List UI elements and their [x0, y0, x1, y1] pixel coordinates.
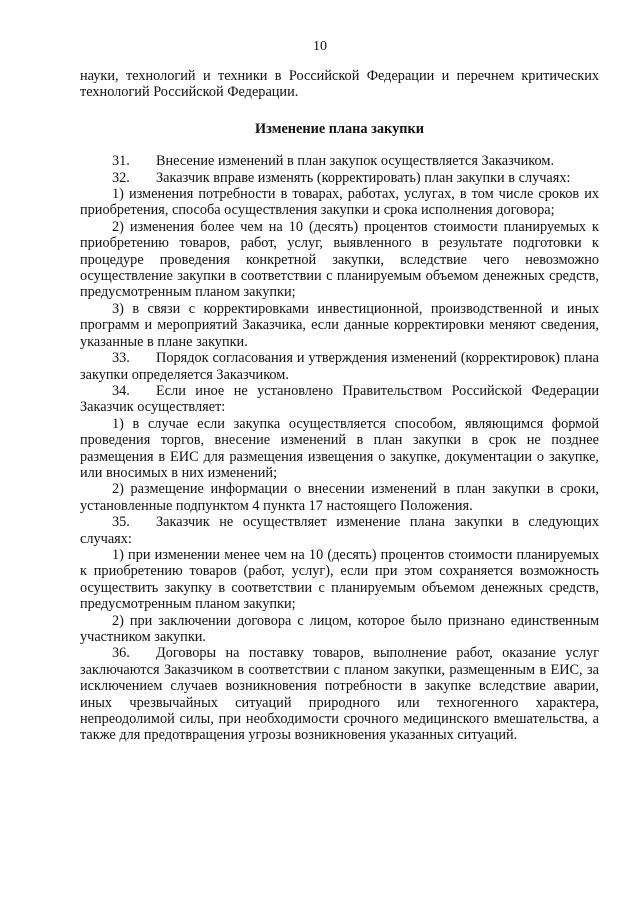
clause-34: [80, 383, 599, 416]
clause-32-item-1: 1) изменения потребности в товарах, работах, услугах, в том числе сроков их приобретения, способа осуществления закупки и срока исполнения договора;: [80, 186, 599, 219]
clause-31: [80, 153, 599, 169]
clause-33: [80, 350, 599, 383]
clause-35: [80, 514, 599, 547]
section-heading: Изменение плана закупки: [255, 120, 424, 137]
clause-number: 34.: [112, 382, 130, 399]
clause-35-item-2: 2) при заключении договора с лицом, которое было признано единственным участником закупки.: [80, 612, 599, 645]
page-content: [80, 68, 599, 744]
clause-text: Порядок согласования и утверждения изменений (корректировок) плана закупки определяется Заказчиком.: [80, 350, 599, 383]
clause-number: 31.: [112, 153, 130, 170]
clause-number: 35.: [112, 514, 130, 531]
page-number: 10: [313, 39, 327, 54]
clause-number: 33.: [112, 350, 130, 367]
clause-36: [80, 645, 599, 743]
clause-32: [80, 170, 599, 186]
clause-32-item-3: 3) в связи с корректировками инвестиционной, производственной и иных программ и мероприятий Заказчика, если данные корректировки меняют сведения, указанные в плане закупки.: [80, 300, 599, 350]
clause-number: 36.: [112, 645, 130, 662]
clause-text: Заказчик не осуществляет изменение плана закупки в следующих случаях:: [80, 514, 599, 547]
clause-34-item-1: 1) в случае если закупка осуществляется способом, являющимся формой проведения торгов, внесение изменений в план закупки в срок не позднее размещения в ЕИС для размещения извещения о закупке, документации о закупке, или вносимых в них изменений;: [80, 415, 599, 481]
clause-text: Заказчик вправе изменять (корректировать) план закупки в случаях:: [156, 169, 571, 186]
clause-35-item-1: 1) при изменении менее чем на 10 (десять) процентов стоимости планируемых к приобретению товаров (работ, услуг), если при этом сохраняется возможность осуществить закупку в соответствии с планируемым объемом денежных средств, предусмотренным планом закупки;: [80, 546, 599, 613]
clause-text: Внесение изменений в план закупок осуществляется Заказчиком.: [156, 153, 555, 170]
clause-34-item-2: 2) размещение информации о внесении изменений в план закупки в сроки, установленные подпунктом 4 пункта 17 настоящего Положения.: [80, 481, 599, 514]
clause-number: 32.: [112, 169, 130, 186]
clause-32-item-2: 2) изменения более чем на 10 (десять) процентов стоимости планируемых к приобретению товаров, работ, услуг, выявленного в результате подготовки к процедуре проведения конкретной закупки, вследствие чего невозможно осуществление закупки в соответствии с планируемым объемом денежных средств, предусмотренным планом закупки;: [80, 218, 599, 301]
clause-text: Договоры на поставку товаров, выполнение работ, оказание услуг заключаются Заказчиком в соответствии с планом закупки, размещенным в ЕИС, за исключением случаев возникновения потребности в закупке вследствие аварии, иных чрезвычайных ситуаций природного или техногенного характера, непреодолимой силы, при необходимости срочного медицинского вмешательства, а также для предотвращения угрозы возникновения указанных ситуаций.: [80, 645, 599, 744]
clause-text: Если иное не установлено Правительством Российской Федерации Заказчик осуществляет:: [80, 382, 599, 416]
intro-paragraph: науки, технологий и техники в Российской Федерации и перечнем критических технологий Российской Федерации.: [80, 68, 599, 101]
